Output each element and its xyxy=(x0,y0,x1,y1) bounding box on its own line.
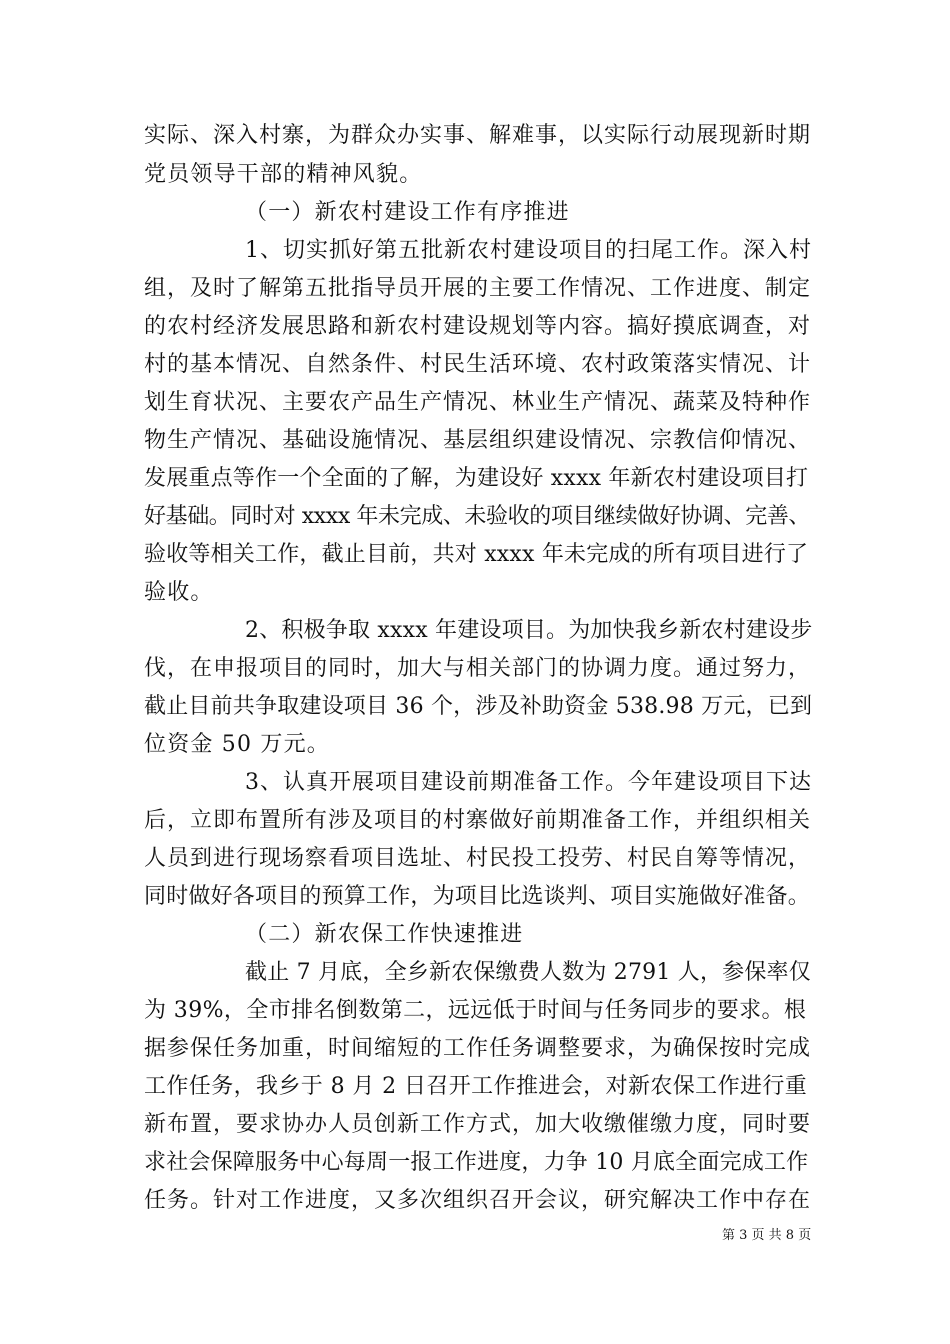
text-line: 组，及时了解第五批指导员开展的主要工作情况、工作进度、制定 xyxy=(144,276,812,301)
section-heading: （一）新农村建设工作有序推进 xyxy=(245,200,570,225)
paragraph-start: 3、认真开展项目建设前期准备工作。今年建设项目下达 xyxy=(245,770,812,795)
text-line: 党员领导干部的精神风貌。 xyxy=(144,162,423,187)
text-line: 同时做好各项目的预算工作，为项目比选谈判、项目实施做好准备。 xyxy=(144,884,811,909)
text-line: 工作任务，我乡于 8 月 2 日召开工作推进会，对新农保工作进行重 xyxy=(144,1074,808,1099)
text-line: 任务。针对工作进度，又多次组织召开会议，研究解决工作中存在 xyxy=(144,1188,812,1213)
text-line: 后，立即布置所有涉及项目的村寨做好前期准备工作，并组织相关 xyxy=(144,808,812,833)
text-line: 村的基本情况、自然条件、村民生活环境、农村政策落实情况、计 xyxy=(144,352,812,377)
text-line: 截止目前共争取建设项目 36 个，涉及补助资金 538.98 万元，已到 xyxy=(144,694,813,719)
paragraph-start: 截止 7 月底，全乡新农保缴费人数为 2791 人，参保率仅 xyxy=(245,960,811,985)
section-heading: （二）新农保工作快速推进 xyxy=(245,922,524,947)
text-line: 实际、深入村寨，为群众办实事、解难事，以实际行动展现新时期 xyxy=(144,123,812,148)
paragraph-start: 1、切实抓好第五批新农村建设项目的扫尾工作。深入村 xyxy=(245,238,812,263)
text-line: 为 39%，全市排名倒数第二，远远低于时间与任务同步的要求。根 xyxy=(144,998,807,1023)
text-line: 划生育状况、主要农产品生产情况、林业生产情况、蔬菜及特种作 xyxy=(144,390,812,415)
text-line: 据参保任务加重，时间缩短的工作任务调整要求，为确保按时完成 xyxy=(144,1036,812,1061)
text-line: 验收。 xyxy=(144,580,214,605)
text-line: 好基础。同时对 xxxx 年未完成、未验收的项目继续做好协调、完善、 xyxy=(144,504,811,529)
text-line: 求社会保障服务中心每周一报工作进度，力争 10 月底全面完成工作 xyxy=(144,1150,809,1175)
text-line: 的农村经济发展思路和新农村建设规划等内容。搞好摸底调查，对 xyxy=(144,314,812,339)
page-number: 第 3 页 共 8 页 xyxy=(722,1228,812,1243)
text-line: 新布置，要求协办人员创新工作方式，加大收缴催缴力度，同时要 xyxy=(144,1112,812,1137)
text-line: 物生产情况、基础设施情况、基层组织建设情况、宗教信仰情况、 xyxy=(144,428,812,453)
text-line: 发展重点等作一个全面的了解，为建设好 xxxx 年新农村建设项目打 xyxy=(144,466,809,491)
text-line: 伐，在申报项目的同时，加大与相关部门的协调力度。通过努力， xyxy=(144,656,812,681)
text-line: 人员到进行现场察看项目选址、村民投工投劳、村民自筹等情况， xyxy=(144,846,812,871)
text-line: 验收等相关工作，截止目前，共对 xxxx 年未完成的所有项目进行了 xyxy=(144,542,809,567)
text-line: 位资金 50 万元。 xyxy=(144,732,330,757)
paragraph-start: 2、积极争取 xxxx 年建设项目。为加快我乡新农村建设步 xyxy=(245,618,813,643)
